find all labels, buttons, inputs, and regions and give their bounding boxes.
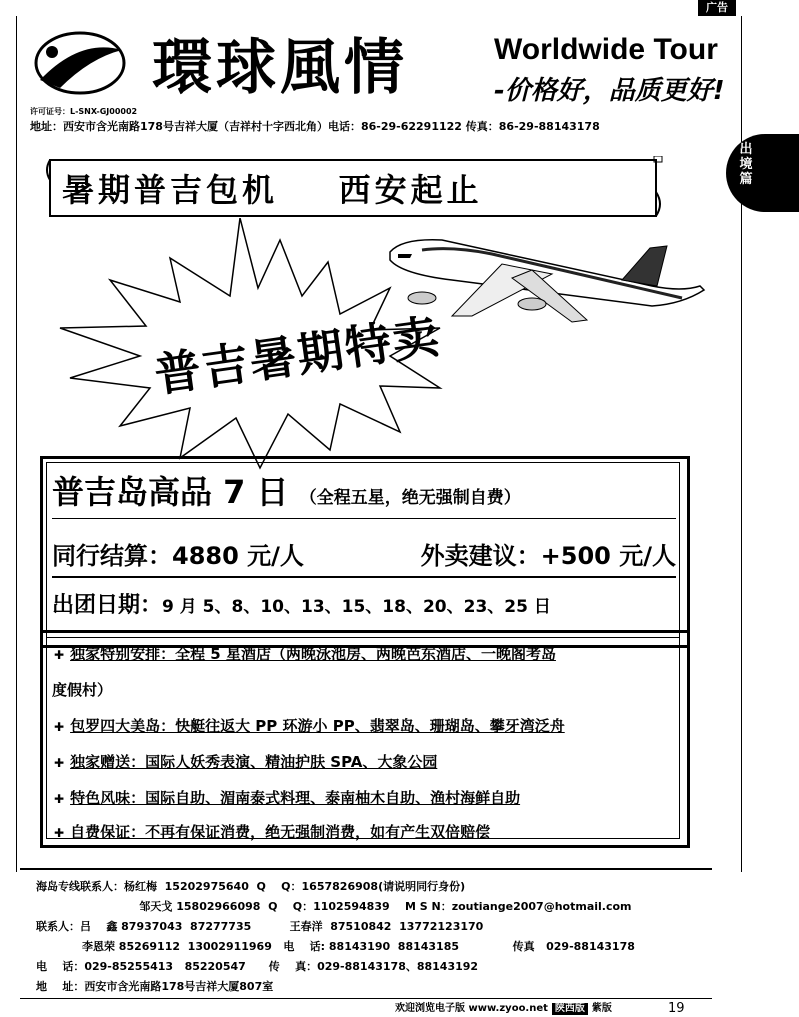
edition-color: 紫版: [591, 1003, 612, 1014]
promo-headline: 普吉暑期特卖: [151, 308, 444, 403]
list-item: ✚ 独家赠送：国际人妖秀表演、精油护肤 SPA、大象公园: [54, 753, 438, 771]
company-address: 地址：西安市含光南路178号吉祥大厦（吉祥村十字西北角）电话：86-29-62291122 传真：86-29-88143178: [30, 120, 600, 133]
bullet-icon: ✚: [54, 756, 65, 770]
retail-price: 外卖建议：+500 元/人: [420, 542, 676, 570]
tour-name: 普吉岛高品 7 日: [52, 473, 289, 511]
section-divider: [20, 868, 712, 870]
tour-title: [52, 472, 521, 518]
tour-note: （全程五星，绝无强制自费）: [299, 488, 521, 508]
list-item: ✚ 独家特别安排：全程 5 星酒店（两晚泳池房、两晚芭东酒店、一晚阁考岛: [54, 645, 556, 663]
departure-dates: [52, 590, 551, 623]
banner-text: 暑期普吉包机 西安起止: [62, 171, 483, 209]
list-item-continuation: 度假村）: [52, 681, 113, 699]
contact-line: 联系人：吕 鑫 87937043 87277735 王春洋 87510842 13772123170: [36, 920, 484, 933]
list-item: ✚ 包罗四大美岛：快艇往返大 PP 环游小 PP、翡翠岛、珊瑚岛、攀牙湾泛舟: [54, 717, 565, 735]
contact-line: 邹天戈 15802966098 Q Q：1102594839 M S N：zoutiange2007@hotmail.com: [36, 900, 632, 913]
list-item: ✚ 自费保证：不再有保证消费，绝无强制消费，如有产生双倍赔偿: [54, 823, 491, 841]
divider: [52, 518, 676, 519]
divider: [52, 576, 676, 578]
list-item: ✚ 特色风味：国际自助、湄南泰式料理、泰南柚木自助、渔村海鲜自助: [54, 789, 521, 807]
contact-line: 海岛专线联系人：杨红梅 15202975640 Q Q：1657826908(请说明同行身份): [36, 880, 466, 893]
edition-badge: 陕西版: [552, 1003, 588, 1015]
footer: [395, 1003, 655, 1015]
bullet-icon: ✚: [54, 792, 65, 806]
contact-line: 李恩荣 85269112 13002911969 电 话: 88143190 88143185 传真 029-88143178: [36, 940, 635, 953]
section-tab-label: 出境篇: [739, 142, 753, 187]
bullet-icon: ✚: [54, 648, 65, 662]
contact-line: 电 话：029-85255413 85220547 传 真：029-88143178、88143192: [36, 960, 479, 973]
page-number: 19: [668, 1001, 685, 1016]
dates-value: 9 月 5、8、10、13、15、18、20、23、25 日: [162, 597, 551, 617]
contact-line: 地 址：西安市含光南路178号吉祥大厦807室: [36, 980, 274, 993]
airplane-icon: [382, 220, 712, 330]
footer-divider: [20, 998, 712, 999]
globe-logo-icon: [30, 28, 130, 98]
brand-name: 環球風情: [152, 33, 408, 103]
ad-tag: 广告: [698, 0, 736, 16]
footer-text: 欢迎浏览电子版 www.zyoo.net: [395, 1003, 548, 1014]
slogan: -价格好，品质更好!: [494, 76, 725, 106]
price-row: [52, 540, 676, 572]
license-number: 许可证号：L-SNX-GJ00002: [30, 107, 138, 116]
dates-label: 出团日期：: [52, 593, 163, 618]
brand-name-en: Worldwide Tour: [494, 33, 718, 66]
bullet-icon: ✚: [54, 720, 65, 734]
section-tab: [726, 134, 799, 212]
bullet-icon: ✚: [54, 826, 65, 840]
peer-price: 同行结算：4880 元/人: [52, 542, 304, 570]
